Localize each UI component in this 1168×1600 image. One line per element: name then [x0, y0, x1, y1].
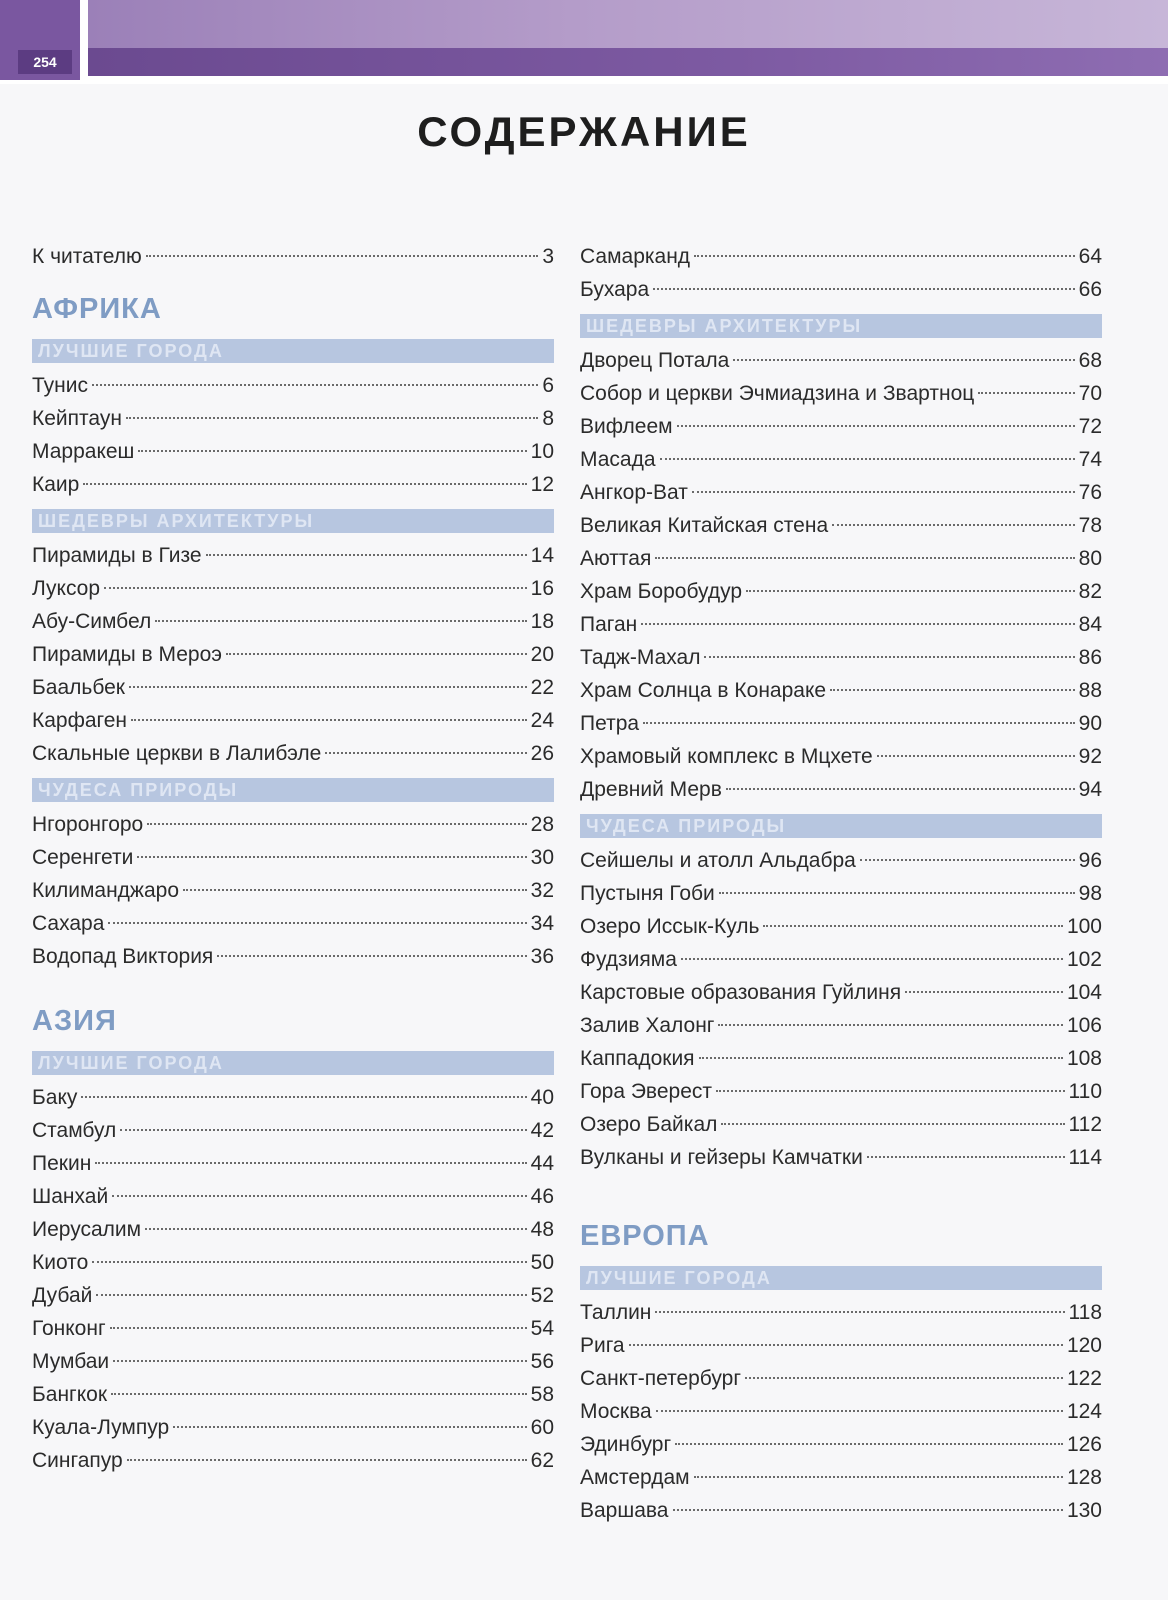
toc-entry-intro[interactable]: [32, 240, 554, 273]
entry-title: Луксор: [32, 577, 101, 600]
page-title: СОДЕРЖАНИЕ: [417, 108, 751, 155]
entry-title: Карстовые образования Гуйлиня: [580, 981, 902, 1004]
entry-title: Гора Эверест: [580, 1080, 713, 1103]
toc-entry[interactable]: [32, 841, 554, 874]
toc-entry[interactable]: [32, 1081, 554, 1114]
entry-title: Озеро Иссык-Куль: [580, 915, 760, 938]
section-bar-europe-cities: ЛУЧШИЕ ГОРОДА: [580, 1266, 1102, 1290]
entry-title: Кейптаун: [32, 407, 122, 430]
entry-page: 128: [1066, 1466, 1102, 1489]
leader-dots: [127, 1459, 527, 1461]
leader-dots: [655, 1311, 1064, 1313]
leader-dots: [629, 1344, 1063, 1346]
section-bar-asia-nature: ЧУДЕСА ПРИРОДЫ: [580, 814, 1102, 838]
entry-title: Стамбул: [32, 1119, 117, 1142]
leader-dots: [83, 483, 526, 485]
entry-title: Петра: [580, 712, 640, 735]
entry-page: 130: [1066, 1499, 1102, 1522]
leader-dots: [660, 458, 1075, 460]
leader-dots: [694, 1476, 1063, 1478]
entry-page: 66: [1078, 278, 1102, 301]
entry-title: Пустыня Гоби: [580, 882, 715, 905]
leader-dots: [146, 255, 539, 257]
entry-title: Таллин: [580, 1301, 652, 1324]
toc-entry[interactable]: [580, 1108, 1102, 1141]
toc-list: [580, 240, 1102, 306]
entry-title: Серенгети: [32, 846, 134, 869]
toc-entry[interactable]: [32, 402, 554, 435]
entry-title: Каппадокия: [580, 1047, 695, 1070]
toc-entry[interactable]: [32, 1213, 554, 1246]
header-band-light: [88, 0, 1168, 48]
leader-dots: [137, 856, 526, 858]
toc-entry[interactable]: [580, 542, 1102, 575]
leader-dots: [763, 925, 1063, 927]
entry-title: Скальные церкви в Лалибэле: [32, 742, 322, 765]
toc-left-column: [32, 240, 554, 1477]
toc-entry[interactable]: [580, 509, 1102, 542]
toc-entry[interactable]: [580, 844, 1102, 877]
entry-page: 8: [542, 407, 554, 430]
leader-dots: [830, 689, 1075, 691]
toc-list: [580, 844, 1102, 1174]
toc-entry[interactable]: [580, 1461, 1102, 1494]
entry-title: Масада: [580, 448, 656, 471]
entry-page: 12: [530, 473, 554, 496]
entry-page: 86: [1078, 646, 1102, 669]
toc-entry[interactable]: [580, 1329, 1102, 1362]
entry-page: 92: [1078, 745, 1102, 768]
toc-entry[interactable]: [32, 907, 554, 940]
entry-page: 114: [1068, 1146, 1102, 1169]
leader-dots: [129, 686, 527, 688]
entry-page: 72: [1078, 415, 1102, 438]
entry-title: Водопад Виктория: [32, 945, 214, 968]
entry-title: Каир: [32, 473, 80, 496]
entry-page: 120: [1066, 1334, 1102, 1357]
entry-title: К читателю: [32, 245, 142, 268]
toc-entry[interactable]: [580, 273, 1102, 306]
entry-page: 54: [530, 1317, 554, 1340]
toc-entry[interactable]: [32, 1312, 554, 1345]
toc-entry[interactable]: [580, 476, 1102, 509]
toc-entry[interactable]: [32, 940, 554, 973]
entry-page: 56: [530, 1350, 554, 1373]
entry-page: 60: [530, 1416, 554, 1439]
leader-dots: [96, 1294, 526, 1296]
leader-dots: [721, 1123, 1064, 1125]
region-heading-europe: ЕВРОПА: [580, 1220, 710, 1252]
leader-dots: [108, 922, 526, 924]
leader-dots: [704, 656, 1074, 658]
leader-dots: [681, 958, 1063, 960]
entry-page: 106: [1066, 1014, 1102, 1037]
entry-page: 64: [1078, 245, 1102, 268]
header-band-dark: [88, 48, 1168, 76]
entry-title: Аюттая: [580, 547, 652, 570]
entry-title: Эдинбург: [580, 1433, 672, 1456]
toc-entry[interactable]: [580, 1296, 1102, 1329]
toc-entry[interactable]: [580, 740, 1102, 773]
entry-title: Бангкок: [32, 1383, 108, 1406]
entry-title: Куала-Лумпур: [32, 1416, 170, 1439]
entry-title: Самарканд: [580, 245, 691, 268]
entry-page: 62: [530, 1449, 554, 1472]
entry-page: 112: [1068, 1113, 1102, 1136]
section-bar-africa-architecture: ШЕДЕВРЫ АРХИТЕКТУРЫ: [32, 509, 554, 533]
entry-page: 42: [530, 1119, 554, 1142]
entry-title: Великая Китайская стена: [580, 514, 829, 537]
entry-page: 22: [530, 676, 554, 699]
toc-entry[interactable]: [32, 435, 554, 468]
entry-page: 26: [530, 742, 554, 765]
toc-entry[interactable]: [580, 1075, 1102, 1108]
entry-page: 3: [542, 245, 554, 268]
toc-entry[interactable]: [32, 1378, 554, 1411]
toc-entry[interactable]: [32, 1279, 554, 1312]
toc-entry[interactable]: [580, 773, 1102, 806]
leader-dots: [733, 359, 1074, 361]
leader-dots: [120, 1129, 526, 1131]
leader-dots: [183, 889, 527, 891]
toc-entry[interactable]: [580, 976, 1102, 1009]
section-bar-asia-cities: ЛУЧШИЕ ГОРОДА: [32, 1051, 554, 1075]
entry-title: Озеро Байкал: [580, 1113, 718, 1136]
leader-dots: [656, 1410, 1063, 1412]
entry-title: Карфаген: [32, 709, 128, 732]
leader-dots: [92, 1261, 526, 1263]
entry-title: Паган: [580, 613, 638, 636]
entry-title: Баку: [32, 1086, 78, 1109]
entry-page: 90: [1078, 712, 1102, 735]
toc-entry[interactable]: [32, 1114, 554, 1147]
toc-entry[interactable]: [580, 608, 1102, 641]
entry-page: 122: [1066, 1367, 1102, 1390]
leader-dots: [111, 1393, 527, 1395]
entry-page: 14: [530, 544, 554, 567]
entry-page: 108: [1066, 1047, 1102, 1070]
entry-title: Баальбек: [32, 676, 125, 699]
entry-title: Храмовый комплекс в Мцхете: [580, 745, 873, 768]
toc-entry[interactable]: [32, 737, 554, 770]
toc-entry[interactable]: [580, 641, 1102, 674]
entry-title: Фудзияма: [580, 948, 677, 971]
entry-page: 58: [530, 1383, 554, 1406]
leader-dots: [832, 524, 1075, 526]
entry-page: 40: [530, 1086, 554, 1109]
leader-dots: [641, 623, 1074, 625]
entry-page: 78: [1078, 514, 1102, 537]
entry-page: 36: [530, 945, 554, 968]
entry-page: 68: [1078, 349, 1102, 372]
entry-page: 70: [1078, 382, 1102, 405]
leader-dots: [653, 288, 1075, 290]
entry-page: 18: [530, 610, 554, 633]
leader-dots: [226, 653, 527, 655]
leader-dots: [860, 859, 1075, 861]
toc-entry[interactable]: [32, 874, 554, 907]
toc-entry[interactable]: [580, 410, 1102, 443]
leader-dots: [692, 491, 1075, 493]
leader-dots: [92, 384, 538, 386]
leader-dots: [138, 450, 526, 452]
entry-page: 74: [1078, 448, 1102, 471]
entry-page: 32: [530, 879, 554, 902]
leader-dots: [677, 425, 1075, 427]
entry-title: Ангкор-Ват: [580, 481, 688, 504]
leader-dots: [867, 1156, 1065, 1158]
leader-dots: [104, 587, 527, 589]
entry-page: 48: [530, 1218, 554, 1241]
entry-title: Москва: [580, 1400, 652, 1423]
entry-page: 30: [530, 846, 554, 869]
toc-entry[interactable]: [580, 943, 1102, 976]
toc-entry[interactable]: [580, 674, 1102, 707]
entry-page: 50: [530, 1251, 554, 1274]
entry-title: Марракеш: [32, 440, 135, 463]
entry-title: Пирамиды в Гизе: [32, 544, 202, 567]
entry-page: 16: [530, 577, 554, 600]
entry-page: 88: [1078, 679, 1102, 702]
leader-dots: [217, 955, 526, 957]
entry-title: Сингапур: [32, 1449, 123, 1472]
leader-dots: [112, 1195, 526, 1197]
entry-page: 124: [1066, 1400, 1102, 1423]
entry-title: Дворец Потала: [580, 349, 730, 372]
leader-dots: [716, 1090, 1065, 1092]
entry-page: 84: [1078, 613, 1102, 636]
toc-entry[interactable]: [32, 1444, 554, 1477]
entry-page: 28: [530, 813, 554, 836]
leader-dots: [95, 1162, 526, 1164]
leader-dots: [726, 788, 1075, 790]
entry-title: Тадж-Махал: [580, 646, 701, 669]
toc-entry[interactable]: [580, 1141, 1102, 1174]
region-heading-asia: АЗИЯ: [32, 1005, 117, 1037]
toc-list: [32, 369, 554, 501]
entry-page: 96: [1078, 849, 1102, 872]
leader-dots: [877, 755, 1075, 757]
leader-dots: [147, 823, 526, 825]
toc-entry[interactable]: [32, 671, 554, 704]
toc-list: [580, 344, 1102, 806]
toc-entry[interactable]: [32, 605, 554, 638]
toc-entry[interactable]: [580, 1362, 1102, 1395]
entry-title: Иерусалим: [32, 1218, 142, 1241]
toc-list: [32, 808, 554, 973]
toc-list: [32, 1081, 554, 1477]
page-header: [0, 0, 1168, 84]
entry-page: 118: [1068, 1301, 1102, 1324]
entry-title: Амстердам: [580, 1466, 690, 1489]
toc-entry[interactable]: [32, 1345, 554, 1378]
toc-entry[interactable]: [32, 1147, 554, 1180]
leader-dots: [673, 1509, 1063, 1511]
entry-page: 94: [1078, 778, 1102, 801]
entry-title: Нгоронгоро: [32, 813, 144, 836]
toc-entry[interactable]: [32, 572, 554, 605]
leader-dots: [699, 1057, 1063, 1059]
page-number: 254: [18, 50, 72, 74]
entry-title: Сахара: [32, 912, 105, 935]
entry-page: 102: [1066, 948, 1102, 971]
leader-dots: [110, 1327, 527, 1329]
entry-page: 46: [530, 1185, 554, 1208]
toc-entry[interactable]: [580, 575, 1102, 608]
toc-entry[interactable]: [580, 240, 1102, 273]
toc-entry[interactable]: [580, 344, 1102, 377]
toc-right-column: [580, 240, 1102, 1527]
toc-entry[interactable]: [580, 1494, 1102, 1527]
toc-list: [580, 1296, 1102, 1527]
leader-dots: [978, 392, 1074, 394]
entry-title: Древний Мерв: [580, 778, 722, 801]
leader-dots: [206, 554, 527, 556]
entry-title: Санкт-петербург: [580, 1367, 741, 1390]
toc-entry[interactable]: [580, 877, 1102, 910]
entry-page: 44: [530, 1152, 554, 1175]
entry-page: 52: [530, 1284, 554, 1307]
section-bar-africa-nature: ЧУДЕСА ПРИРОДЫ: [32, 778, 554, 802]
leader-dots: [145, 1228, 527, 1230]
toc-list: [32, 539, 554, 770]
entry-title: Тунис: [32, 374, 88, 397]
entry-title: Варшава: [580, 1499, 669, 1522]
entry-title: Храм Солнца в Конараке: [580, 679, 827, 702]
region-heading-africa: АФРИКА: [32, 293, 162, 325]
entry-title: Вифлеем: [580, 415, 673, 438]
section-bar-africa-cities: ЛУЧШИЕ ГОРОДА: [32, 339, 554, 363]
entry-title: Собор и церкви Эчмиадзина и Звартноц: [580, 382, 975, 405]
toc-entry[interactable]: [32, 1246, 554, 1279]
entry-title: Вулканы и гейзеры Камчатки: [580, 1146, 863, 1169]
toc-entry[interactable]: [580, 1042, 1102, 1075]
entry-title: Рига: [580, 1334, 625, 1357]
entry-page: 80: [1078, 547, 1102, 570]
leader-dots: [718, 1024, 1063, 1026]
toc-entry[interactable]: [580, 910, 1102, 943]
entry-title: Сейшелы и атолл Альдабра: [580, 849, 856, 872]
entry-page: 24: [530, 709, 554, 732]
leader-dots: [643, 722, 1075, 724]
toc-entry[interactable]: [580, 1428, 1102, 1461]
entry-page: 20: [530, 643, 554, 666]
toc-entry[interactable]: [580, 1009, 1102, 1042]
entry-title: Дубай: [32, 1284, 93, 1307]
entry-page: 6: [542, 374, 554, 397]
entry-page: 76: [1078, 481, 1102, 504]
leader-dots: [694, 255, 1075, 257]
toc-entry[interactable]: [32, 638, 554, 671]
entry-title: Пирамиды в Мероэ: [32, 643, 223, 666]
toc-entry[interactable]: [32, 369, 554, 402]
toc-entry[interactable]: [32, 1411, 554, 1444]
entry-title: Киото: [32, 1251, 89, 1274]
toc-entry[interactable]: [32, 468, 554, 501]
section-bar-asia-architecture: ШЕДЕВРЫ АРХИТЕКТУРЫ: [580, 314, 1102, 338]
entry-title: Залив Халонг: [580, 1014, 715, 1037]
entry-title: Килиманджаро: [32, 879, 179, 902]
leader-dots: [131, 719, 527, 721]
toc-entry[interactable]: [32, 539, 554, 572]
toc-entry[interactable]: [32, 1180, 554, 1213]
leader-dots: [746, 590, 1075, 592]
entry-page: 126: [1066, 1433, 1102, 1456]
leader-dots: [655, 557, 1074, 559]
entry-page: 110: [1068, 1080, 1102, 1103]
entry-title: Мумбаи: [32, 1350, 110, 1373]
entry-title: Гонконг: [32, 1317, 106, 1340]
entry-title: Шанхай: [32, 1185, 109, 1208]
leader-dots: [126, 417, 538, 419]
entry-page: 100: [1066, 915, 1102, 938]
leader-dots: [173, 1426, 527, 1428]
entry-title: Абу-Симбел: [32, 610, 152, 633]
leader-dots: [155, 620, 526, 622]
entry-page: 82: [1078, 580, 1102, 603]
toc-entry[interactable]: [32, 808, 554, 841]
leader-dots: [675, 1443, 1063, 1445]
toc-entry[interactable]: [32, 704, 554, 737]
leader-dots: [113, 1360, 526, 1362]
entry-page: 104: [1066, 981, 1102, 1004]
toc-entry[interactable]: [580, 377, 1102, 410]
entry-title: Бухара: [580, 278, 650, 301]
toc-entry[interactable]: [580, 1395, 1102, 1428]
leader-dots: [905, 991, 1063, 993]
leader-dots: [325, 752, 526, 754]
entry-page: 98: [1078, 882, 1102, 905]
leader-dots: [81, 1096, 526, 1098]
entry-title: Храм Боробудур: [580, 580, 743, 603]
entry-page: 34: [530, 912, 554, 935]
entry-title: Пекин: [32, 1152, 92, 1175]
toc-entry[interactable]: [580, 707, 1102, 740]
leader-dots: [745, 1377, 1063, 1379]
toc-entry[interactable]: [580, 443, 1102, 476]
entry-page: 10: [530, 440, 554, 463]
leader-dots: [719, 892, 1075, 894]
